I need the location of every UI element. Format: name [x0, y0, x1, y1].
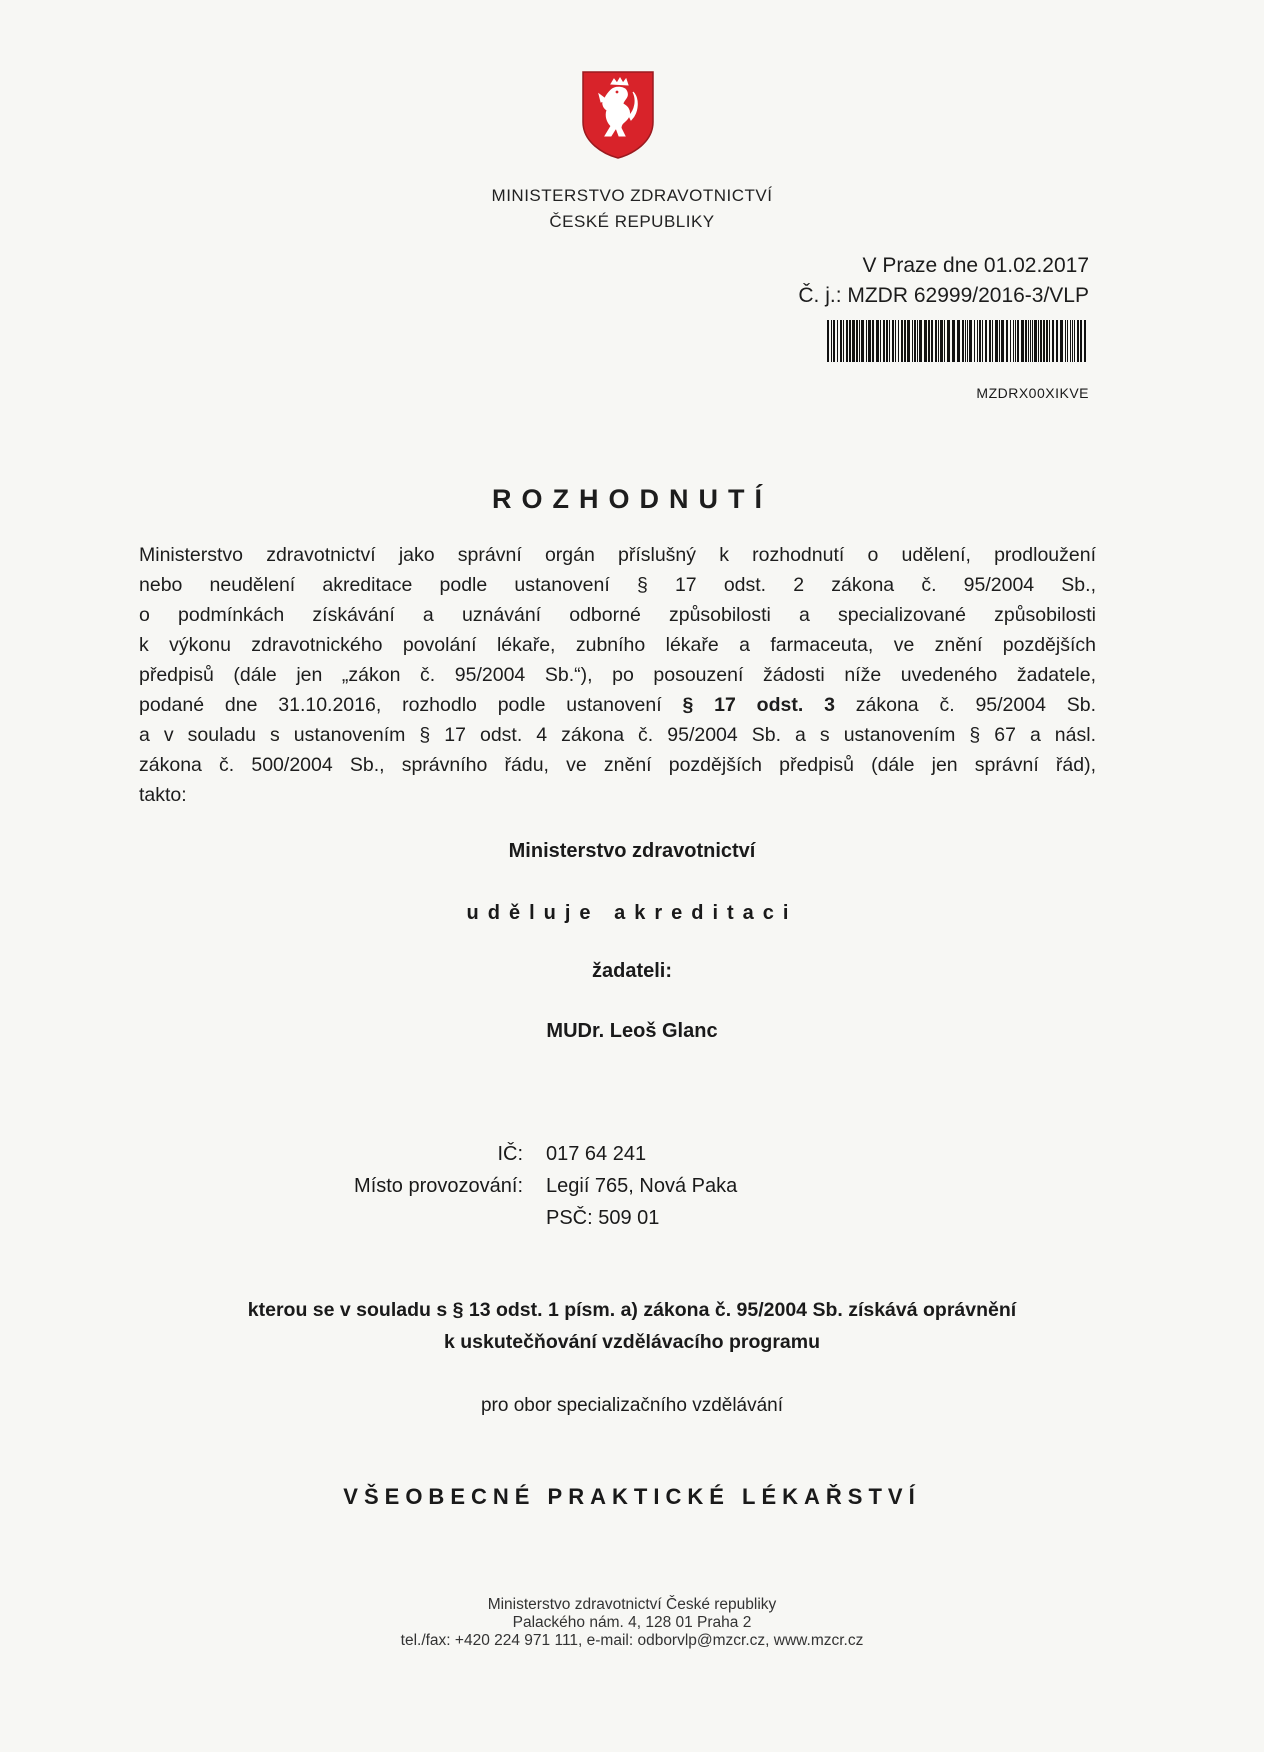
- barcode-bar: [1021, 320, 1024, 362]
- postal-code: PSČ: 509 01: [546, 1207, 660, 1229]
- barcode-bar: [947, 320, 950, 362]
- barcode-bar: [1052, 320, 1054, 362]
- barcode-bar: [1038, 320, 1039, 362]
- body-line: k výkonu zdravotnického povolání lékaře, zubního lékaře a farmaceuta, ve znění pozdějších: [139, 634, 1096, 656]
- barcode-bar: [940, 320, 943, 362]
- barcode-bar: [977, 320, 978, 362]
- barcode-bar: [889, 320, 890, 362]
- barcode-bar: [1049, 320, 1050, 362]
- barcode-bar: [1010, 320, 1011, 362]
- footer-contact: tel./fax: +420 224 971 111, e-mail: odborvlp@mzcr.cz, www.mzcr.cz: [400, 1632, 864, 1649]
- body-emphasis: § 17 odst. 3: [682, 694, 835, 716]
- body-line-mixed: [139, 690, 1096, 720]
- barcode-bar: [1028, 320, 1029, 362]
- barcode-bar: [992, 320, 993, 362]
- barcode-bar: [1032, 320, 1033, 362]
- barcode-bar: [1025, 320, 1027, 362]
- barcode-bar: [985, 320, 987, 362]
- barcode-bar: [1060, 320, 1063, 362]
- barcode-bar: [919, 320, 922, 362]
- ic-value: 017 64 241: [546, 1143, 647, 1165]
- barcode-code: MZDRX00XIKVE: [976, 385, 1089, 401]
- body-line: zákona č. 95/2004 Sb.: [855, 694, 1097, 716]
- barcode-bar: [868, 320, 871, 362]
- barcode-bar: [872, 320, 874, 362]
- barcode-bar: [989, 320, 991, 362]
- barcode-bar: [957, 320, 960, 362]
- barcode-bar: [962, 320, 964, 362]
- barcode-bar: [912, 320, 913, 362]
- barcode-bar: [1017, 320, 1019, 362]
- barcode-bar: [880, 320, 881, 362]
- barcode-bar: [1080, 320, 1082, 362]
- barcode-bar: [840, 320, 842, 362]
- barcode-bar: [935, 320, 937, 362]
- barcode-bar: [866, 320, 867, 362]
- ministry-name-line1: MINISTERSTVO ZDRAVOTNICTVÍ: [491, 186, 773, 205]
- barcode-bar: [995, 320, 998, 362]
- barcode-bar: [883, 320, 885, 362]
- barcode-bar: [892, 320, 894, 362]
- barcode: [827, 320, 1089, 362]
- clause-line1: kterou se v souladu s § 13 odst. 1 písm. a) zákona č. 95/2004 Sb. získává oprávnění: [247, 1299, 1017, 1321]
- barcode-bar: [969, 320, 972, 362]
- barcode-bar: [859, 320, 860, 362]
- barcode-bar: [843, 320, 844, 362]
- barcode-bar: [1001, 320, 1004, 362]
- barcode-bar: [1034, 320, 1037, 362]
- barcode-bar: [1067, 320, 1068, 362]
- ministry-name-line2: ČESKÉ REPUBLIKY: [549, 212, 715, 231]
- barcode-bar: [999, 320, 1000, 362]
- body-line: nebo neudělení akreditace podle ustanovení § 17 odst. 2 zákona č. 95/2004 Sb.,: [139, 574, 1096, 596]
- field-intro: pro obor specializačního vzdělávání: [480, 1395, 784, 1416]
- footer-address: Palackého nám. 4, 128 01 Praha 2: [512, 1614, 752, 1631]
- barcode-bar: [1084, 320, 1086, 362]
- barcode-bar: [974, 320, 975, 362]
- body-line: podané dne 31.10.2016, rozhodlo podle ustanovení: [139, 694, 662, 716]
- barcode-bar: [1077, 320, 1079, 362]
- barcode-bar: [846, 320, 848, 362]
- barcode-bar: [1013, 320, 1014, 362]
- barcode-bar: [931, 320, 933, 362]
- barcode-bar: [1074, 320, 1075, 362]
- footer-ministry: Ministerstvo zdravotnictví České republiky: [487, 1596, 777, 1613]
- body-line: takto:: [139, 784, 187, 806]
- barcode-bar: [831, 320, 832, 362]
- decision-action: uděluje akreditaci: [466, 902, 798, 924]
- reference-number: Č. j.: MZDR 62999/2016-3/VLP: [798, 284, 1089, 307]
- barcode-bar: [924, 320, 927, 362]
- clause-line2: k uskutečňování vzdělávacího programu: [443, 1331, 821, 1353]
- barcode-bar: [1043, 320, 1045, 362]
- barcode-bar: [852, 320, 855, 362]
- barcode-bar: [928, 320, 930, 362]
- issuer: Ministerstvo zdravotnictví: [508, 840, 756, 862]
- place-value: Legií 765, Nová Paka: [546, 1175, 738, 1197]
- barcode-bar: [952, 320, 955, 362]
- place-label: Místo provozování:: [354, 1175, 523, 1197]
- document-title: ROZHODNUTÍ: [492, 484, 772, 514]
- barcode-bar: [861, 320, 864, 362]
- barcode-bar: [856, 320, 858, 362]
- ic-label: IČ:: [497, 1143, 523, 1165]
- barcode-bar: [965, 320, 966, 362]
- barcode-bar: [982, 320, 983, 362]
- barcode-bar: [1015, 320, 1016, 362]
- barcode-bar: [1072, 320, 1073, 362]
- body-line: a v souladu s ustanovením § 17 odst. 4 zákona č. 95/2004 Sb. a s ustanovením § 67 a násl.: [139, 724, 1096, 746]
- barcode-bar: [837, 320, 838, 362]
- body-line: zákona č. 500/2004 Sb., správního řádu, ve znění pozdějších předpisů (dále jen správní řád),: [139, 754, 1096, 776]
- applicant-name: MUDr. Leoš Glanc: [546, 1020, 718, 1042]
- barcode-bar: [886, 320, 888, 362]
- barcode-bar: [944, 320, 945, 362]
- barcode-bar: [827, 320, 829, 362]
- barcode-bar: [907, 320, 910, 362]
- barcode-bar: [901, 320, 903, 362]
- barcode-bar: [1070, 320, 1071, 362]
- barcode-bar: [1006, 320, 1008, 362]
- barcode-bar: [895, 320, 896, 362]
- barcode-bar: [1030, 320, 1031, 362]
- barcode-bar: [904, 320, 906, 362]
- body-line: předpisů (dále jen „zákon č. 95/2004 Sb.“), po posouzení žádosti níže uvedeného žadatele,: [139, 664, 1096, 686]
- barcode-bar: [979, 320, 981, 362]
- barcode-bar: [1056, 320, 1058, 362]
- body-line: o podmínkách získávání a uznávání odborné způsobilosti a specializované způsobilosti: [139, 604, 1096, 626]
- barcode-bar: [833, 320, 835, 362]
- barcode-bar: [967, 320, 968, 362]
- barcode-bar: [914, 320, 916, 362]
- barcode-bar: [898, 320, 899, 362]
- barcode-bar: [1046, 320, 1048, 362]
- barcode-bar: [849, 320, 851, 362]
- barcode-bar: [876, 320, 879, 362]
- specialization-field: VŠEOBECNÉ PRAKTICKÉ LÉKAŘSTVÍ: [343, 1484, 921, 1509]
- barcode-bar: [917, 320, 918, 362]
- barcode-bar: [938, 320, 939, 362]
- body-line: Ministerstvo zdravotnictví jako správní orgán příslušný k rozhodnutí o udělení, prodloužení: [139, 544, 1096, 566]
- applicant-label: žadateli:: [591, 960, 673, 982]
- barcode-bar: [1040, 320, 1042, 362]
- decision-body-text: [139, 540, 1096, 810]
- document-date: V Praze dne 01.02.2017: [862, 254, 1089, 277]
- barcode-bar: [1065, 320, 1066, 362]
- czech-lion-emblem-icon: [581, 70, 655, 160]
